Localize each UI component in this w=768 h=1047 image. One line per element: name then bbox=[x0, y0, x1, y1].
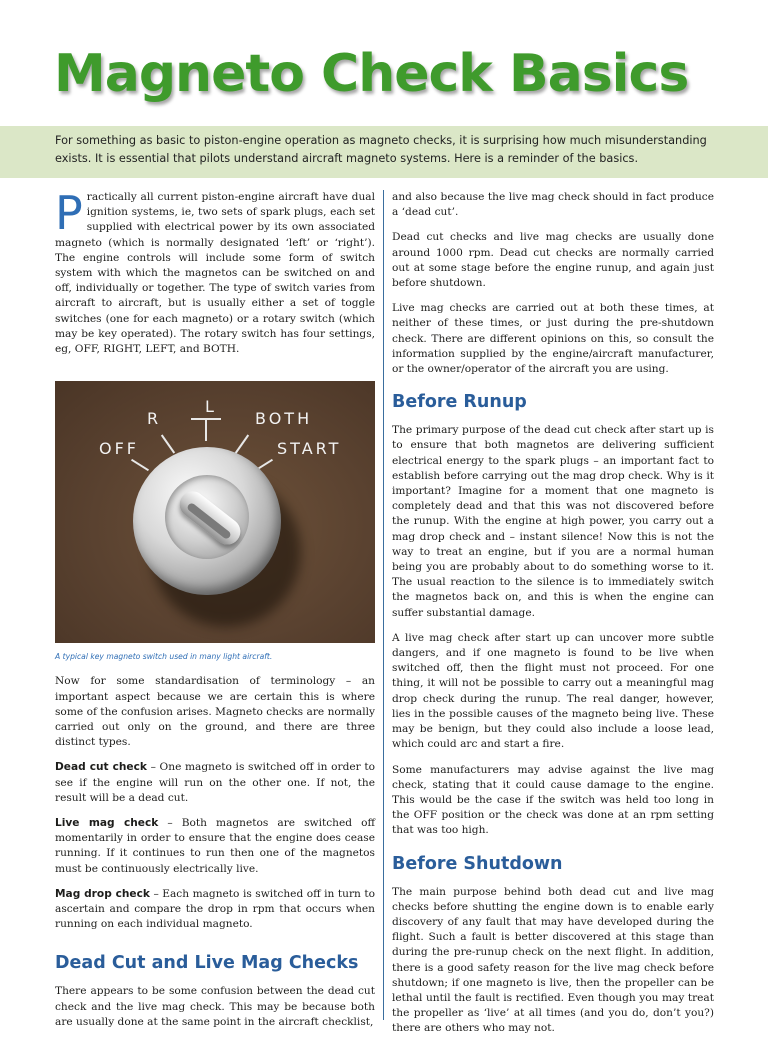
term-label: Dead cut check bbox=[55, 761, 147, 774]
term-dead-cut bbox=[55, 760, 375, 806]
rpm-paragraph: Dead cut checks and live mag checks are usually done around 1000 rpm. Dead cut checks are normally carried out at some stage before the engine runup, and again just before shutdown. bbox=[392, 231, 714, 290]
drop-cap: P bbox=[55, 186, 83, 240]
tick-l bbox=[205, 419, 207, 441]
switch-label-start: START bbox=[277, 439, 342, 459]
term-text: – Each magneto is switched off in turn to ascertain and compare the drop in rpm that occurs when running on each individual magneto. bbox=[55, 887, 375, 931]
lead-paragraph: For something as basic to piston-engine operation as magneto checks, it is surprising how much misunderstanding exists. It is essential that pilots understand aircraft magneto systems. Here is a reminder of the basics. bbox=[55, 134, 707, 165]
tick-l-bar bbox=[191, 418, 221, 420]
column-divider bbox=[383, 190, 384, 1020]
right-column bbox=[392, 190, 714, 1047]
term-mag-drop bbox=[55, 887, 375, 933]
terminology-paragraph: Now for some standardisation of terminology – an important aspect because we are certain this is where some of the confusion arises. Magneto checks are normally carried out only on the ground, and there are three distinct types. bbox=[55, 675, 375, 749]
switch-label-both: BOTH bbox=[255, 409, 313, 429]
intro-text: ractically all current piston-engine aircraft have dual ignition systems, ie, two sets of spark plugs, each set supplied with electrical power by its own associated magneto (which is normally designated ‘left’ or ‘right’). The engine controls will include some form of switch system with which the magnetos can be switched on and off, individually or together. The type of switch varies from aircraft to aircraft, but is usually either a set of toggle switches (one for each magneto) or a rotary switch (which may be key operated). The rotary switch has four settings, eg, OFF, RIGHT, LEFT, and BOTH. bbox=[55, 191, 375, 356]
intro-paragraph bbox=[55, 186, 375, 357]
heading-before-shutdown: Before Shutdown bbox=[392, 853, 563, 874]
tick-off bbox=[131, 459, 149, 471]
continued-paragraph: and also because the live mag check should in fact produce a ‘dead cut’. bbox=[392, 191, 714, 219]
term-label: Live mag check bbox=[55, 817, 159, 830]
page-title: Magneto Check Basics bbox=[54, 44, 689, 104]
runup-paragraph-2: A live mag check after start up can uncover more subtle dangers, and if one magneto is found to be live when switched off, then the flight must not proceed. For one thing, it will not be possible to carry out a meaningful mag drop check during the runup. The real danger, however, lies in the possible causes of the magneto being live. These may be benign, but they could also include a loose lead, which could arc and start a fire. bbox=[392, 631, 714, 751]
term-text: – One magneto is switched off in order to see if the engine will run on the other one. If not, the result will be a dead cut. bbox=[55, 761, 375, 804]
term-label: Mag drop check bbox=[55, 887, 150, 900]
term-live-mag bbox=[55, 816, 375, 877]
magneto-switch-photo bbox=[55, 381, 375, 643]
runup-paragraph-3: Some manufacturers may advise against the live mag check, stating that it could cause damage to the engine. This would be the case if the switch was held too long in the OFF position or the check was done at an rpm setting that was too high. bbox=[392, 763, 714, 837]
heading-before-runup: Before Runup bbox=[392, 392, 527, 413]
term-text: – Both magnetos are switched off momentarily in order to ensure that the engine does cease running. If it continues to run then one of the magnetos must be continuously electrically live. bbox=[55, 817, 376, 875]
switch-label-l: L bbox=[205, 397, 217, 417]
tick-both bbox=[235, 435, 249, 454]
shutdown-paragraph: The main purpose behind both dead cut and live mag checks before shutting the engine down is to enable early discovery of any fault that may have developed during the flight. Such a fault is better discovered at this stage than during the pre-runup check on the next flight. In addition, there is a good safety reason for the live mag check before shutdown; if one magneto is live, then the propeller can be lethal until the fault is rectified. Even though you may treat the propeller as ‘live’ at all times (and you do, don’t you?) there are others who may not. bbox=[392, 885, 714, 1035]
timing-paragraph: Live mag checks are carried out at both these times, at neither of these times, or just during the pre-shutdown check. There are different opinions on this, so consult the information supplied by the engine/aircraft manufacturer, or the owner/operator of the aircraft you are using. bbox=[392, 302, 714, 376]
key-slot bbox=[165, 475, 249, 559]
tick-r bbox=[161, 435, 175, 454]
photo-caption: A typical key magneto switch used in many light aircraft. bbox=[55, 652, 273, 662]
heading-dead-cut-live-mag: Dead Cut and Live Mag Checks bbox=[55, 953, 359, 974]
switch-knob bbox=[133, 447, 281, 595]
confusion-paragraph: There appears to be some confusion between the dead cut check and the live mag check. This may be because both are usually done at the same point in the aircraft checklist, bbox=[55, 985, 375, 1028]
switch-label-r: R bbox=[147, 409, 162, 429]
switch-label-off: OFF bbox=[99, 439, 139, 459]
runup-paragraph-1: The primary purpose of the dead cut check after start up is to ensure that both magnetos are delivering sufficient electrical energy to the spark plugs – an important fact to establish before carrying out the mag drop check. Why is it important? Imagine for a moment that one magneto is completely dead and that this was not discovered before the runup. With the engine at high power, you carry out a mag drop check and – instant silence! Now this is not the way to treat an engine, but if you are a normal human being you are probably about to do something worse to it. The usual reaction to the silence is to immediately switch the magnetos back on, and this is when the engine can suffer substantial damage. bbox=[392, 424, 714, 619]
left-column bbox=[55, 186, 376, 1040]
